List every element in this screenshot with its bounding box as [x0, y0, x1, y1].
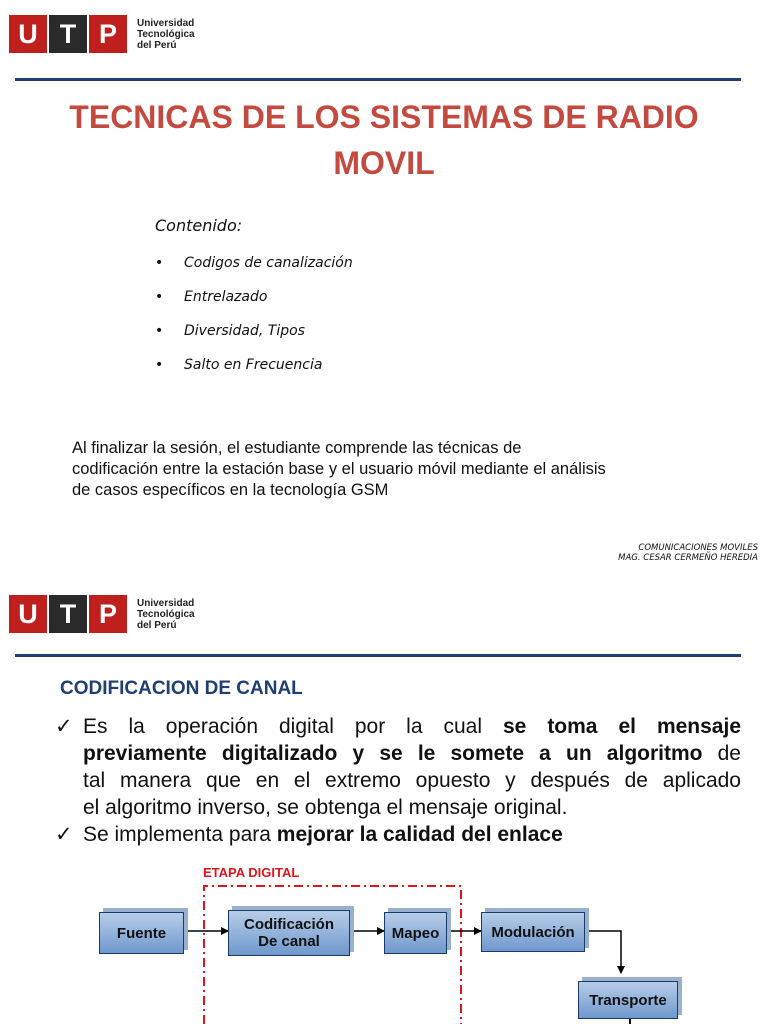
slide-2: [0, 580, 768, 1024]
learning-objective: [72, 438, 712, 501]
footer-course: COMUNICACIONES MOVILES: [638, 543, 758, 553]
block-label: [244, 916, 334, 950]
digital-stage-label: ETAPA DIGITAL: [203, 865, 300, 880]
list-item: [155, 280, 353, 314]
bullet-icon: •: [155, 323, 164, 339]
check-item-line: el algoritmo inverso, se obtenga el mensaje original.: [83, 796, 568, 819]
block-label: Fuente: [116, 924, 167, 942]
diagram-connectors: [0, 580, 768, 1024]
check-icon: ✓: [55, 823, 73, 846]
logo-letter-t: T: [49, 595, 87, 633]
section-heading: CODIFICACION DE CANAL: [60, 678, 303, 699]
logo-letter-p: P: [89, 595, 127, 633]
check-icon: ✓: [55, 715, 73, 738]
logo-text-line: Universidad: [137, 597, 195, 609]
block-transporte: [578, 981, 678, 1019]
header-rule: [15, 78, 741, 81]
content-heading: Contenido:: [155, 216, 243, 235]
slide-title-line: TECNICAS DE LOS SISTEMAS DE RADIO: [69, 99, 699, 135]
slide-title: [40, 94, 728, 186]
logo-text-line: del Perú: [137, 619, 177, 631]
slide-title-line: MOVIL: [333, 145, 435, 181]
block-fuente: [99, 912, 184, 954]
slide-footer: [618, 543, 758, 563]
footer-author: MAG. CESAR CERMEÑO HEREDIA: [618, 553, 758, 563]
text-run: de: [702, 742, 741, 765]
logo-text-line: Universidad: [137, 17, 195, 29]
objective-line: de casos específicos en la tecnología GSM: [72, 481, 389, 499]
block-modulacion: [481, 912, 585, 952]
text-run: Se implementa para: [83, 823, 277, 846]
list-item-text: Salto en Frecuencia: [184, 357, 323, 373]
block-label-line: De canal: [258, 933, 320, 950]
bold-text-run: mejorar la calidad del enlace: [276, 823, 563, 846]
check-item-line: tal manera que en el extremo opuesto y después de aplicado: [83, 769, 741, 792]
objective-line: Al finalizar la sesión, el estudiante comprende las técnicas de: [72, 439, 522, 457]
logo-letter-p: P: [89, 15, 127, 53]
bullet-icon: •: [155, 255, 164, 271]
list-item-text: Codigos de canalización: [184, 255, 353, 271]
list-item-text: Entrelazado: [184, 289, 268, 305]
list-item: [155, 348, 353, 382]
objective-line: codificación entre la estación base y el usuario móvil mediante el análisis: [72, 460, 606, 478]
arrow-modulacion-to-transporte: [583, 931, 621, 973]
bold-text-run: se toma el mensaje: [502, 715, 741, 738]
block-mapeo: [384, 912, 447, 954]
content-list: [155, 254, 353, 390]
utp-logo: [9, 15, 195, 53]
block-label: Modulación: [491, 923, 575, 941]
logo-text-line: Tecnológica: [137, 608, 195, 620]
logo-text-line: del Perú: [137, 39, 177, 51]
logo-letter-u: U: [9, 15, 47, 53]
block-label: Transporte: [589, 991, 667, 1009]
block-codificacion-de-canal: [228, 910, 350, 956]
list-item: [155, 314, 353, 348]
logo-letter-u: U: [9, 595, 47, 633]
list-item: [155, 246, 353, 280]
list-item-text: Diversidad, Tipos: [184, 323, 305, 339]
logo-letter-t: T: [49, 15, 87, 53]
bold-text-run: previamente digitalizado y se le somete a un algoritmo: [83, 742, 703, 765]
block-label-line: Codificación: [243, 916, 334, 933]
logo-text: [137, 18, 195, 51]
logo-text-line: Tecnológica: [137, 28, 195, 40]
bullet-icon: •: [155, 289, 164, 305]
bullet-icon: •: [155, 357, 164, 373]
text-run: Es la operación digital por la cual: [83, 715, 503, 738]
block-label: Mapeo: [391, 924, 440, 942]
